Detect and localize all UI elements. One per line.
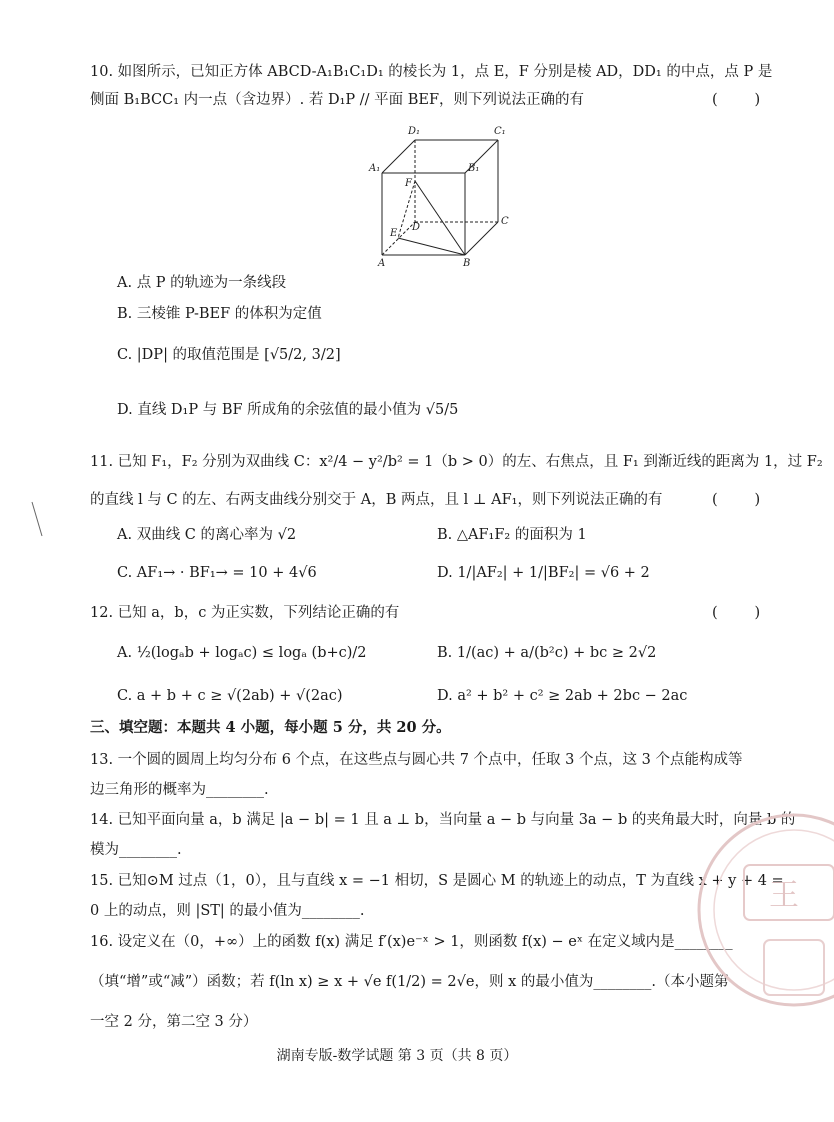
q12-option-c: C. a + b + c ≥ √(2ab) + √(2ac) (117, 688, 343, 704)
stamp-text: 王 (769, 878, 799, 913)
q10-option-d: D. 直线 D₁P 与 BF 所成角的余弦值的最小值为 √5/5 (117, 402, 459, 418)
q10-answer-paren: ( ) (712, 92, 761, 108)
q14-stem-line2: 模为________. (90, 842, 182, 858)
q16-stem-line3: 一空 2 分，第二空 3 分） (90, 1014, 258, 1030)
q11-option-a: A. 双曲线 C 的离心率为 √2 (117, 527, 297, 543)
q13-stem-line2: 边三角形的概率为________. (90, 782, 269, 798)
label-B: B (463, 258, 471, 269)
q12-option-b: B. 1/(ac) + a/(b²c) + bc ≥ 2√2 (437, 645, 657, 661)
label-A: A (378, 258, 386, 269)
watermark-stamp-icon (684, 800, 834, 1060)
q11-answer-paren: ( ) (712, 492, 761, 508)
q13-stem-line1: 13. 一个圆的圆周上均匀分布 6 个点，在这些点与圆心共 7 个点中，任取 3 个点，这 3 个点能构成等 (90, 752, 743, 768)
label-A1: A₁ (369, 163, 381, 174)
label-C1: C₁ (494, 126, 506, 137)
q16-stem-line2: （填“增”或“减”）函数；若 f(ln x) ≥ x + √e f(1/2) = 2√e，则 x 的最小值为________.（本小题第 (90, 974, 729, 990)
q12-option-d: D. a² + b² + c² ≥ 2ab + 2bc − 2ac (437, 688, 688, 704)
q11-stem-line2: 的直线 l 与 C 的左、右两支曲线分别交于 A，B 两点，且 l ⊥ AF₁，则下列说法正确的有 (90, 492, 663, 508)
cube-figure (360, 118, 520, 268)
page-footer: 湖南专版-数学试题 第 3 页（共 8 页） (276, 1048, 518, 1064)
q12-option-a: A. ½(logₐb + logₐc) ≤ logₐ (b+c)/2 (117, 645, 367, 661)
q10-option-a: A. 点 P 的轨迹为一条线段 (117, 275, 287, 291)
margin-mark-icon (30, 500, 50, 540)
label-D1: D₁ (408, 126, 421, 137)
q10-stem-line2: 侧面 B₁BCC₁ 内一点（含边界）. 若 D₁P // 平面 BEF，则下列说法正确的有 (90, 92, 585, 108)
q10-option-c: C. |DP| 的取值范围是 [√5/2, 3/2] (117, 347, 341, 363)
q11-option-b: B. △AF₁F₂ 的面积为 1 (437, 527, 587, 543)
section-fill-in-heading: 三、填空题：本题共 4 小题，每小题 5 分，共 20 分。 (90, 719, 451, 736)
q11-stem-line1: 11. 已知 F₁，F₂ 分别为双曲线 C：x²/4 − y²/b² = 1（b > 0）的左、右焦点，且 F₁ 到渐近线的距离为 1，过 F₂ (90, 454, 823, 470)
q14-stem-line1: 14. 已知平面向量 a，b 满足 |a − b| = 1 且 a ⊥ b，当向量 a − b 与向量 3a − b 的夹角最大时，向量 b 的 (90, 812, 796, 828)
q16-stem-line1: 16. 设定义在（0，+∞）上的函数 f(x) 满足 f′(x)e⁻ˣ > 1，则函数 f(x) − eˣ 在定义域内是________ (90, 934, 733, 950)
label-D: D (412, 222, 421, 233)
q11-option-d: D. 1/|AF₂| + 1/|BF₂| = √6 + 2 (437, 565, 650, 581)
label-E: E (390, 228, 398, 239)
q15-stem-line1: 15. 已知⊙M 过点（1，0），且与直线 x = −1 相切，S 是圆心 M 的轨迹上的动点，T 为直线 x + y + 4 = (90, 873, 784, 889)
label-F: F (405, 178, 412, 189)
label-B1: B₁ (468, 163, 480, 174)
q10-option-b: B. 三棱锥 P-BEF 的体积为定值 (117, 306, 322, 322)
label-C: C (501, 216, 509, 227)
q10-stem-line1: 10. 如图所示，已知正方体 ABCD-A₁B₁C₁D₁ 的棱长为 1，点 E，F 分别是棱 AD，DD₁ 的中点，点 P 是 (90, 64, 773, 80)
q12-answer-paren: ( ) (712, 605, 761, 621)
q12-stem: 12. 已知 a，b，c 为正实数，下列结论正确的有 (90, 605, 400, 621)
q15-stem-line2: 0 上的动点，则 |ST| 的最小值为________. (90, 903, 365, 919)
q11-option-c: C. AF₁→ · BF₁→ = 10 + 4√6 (117, 565, 317, 581)
